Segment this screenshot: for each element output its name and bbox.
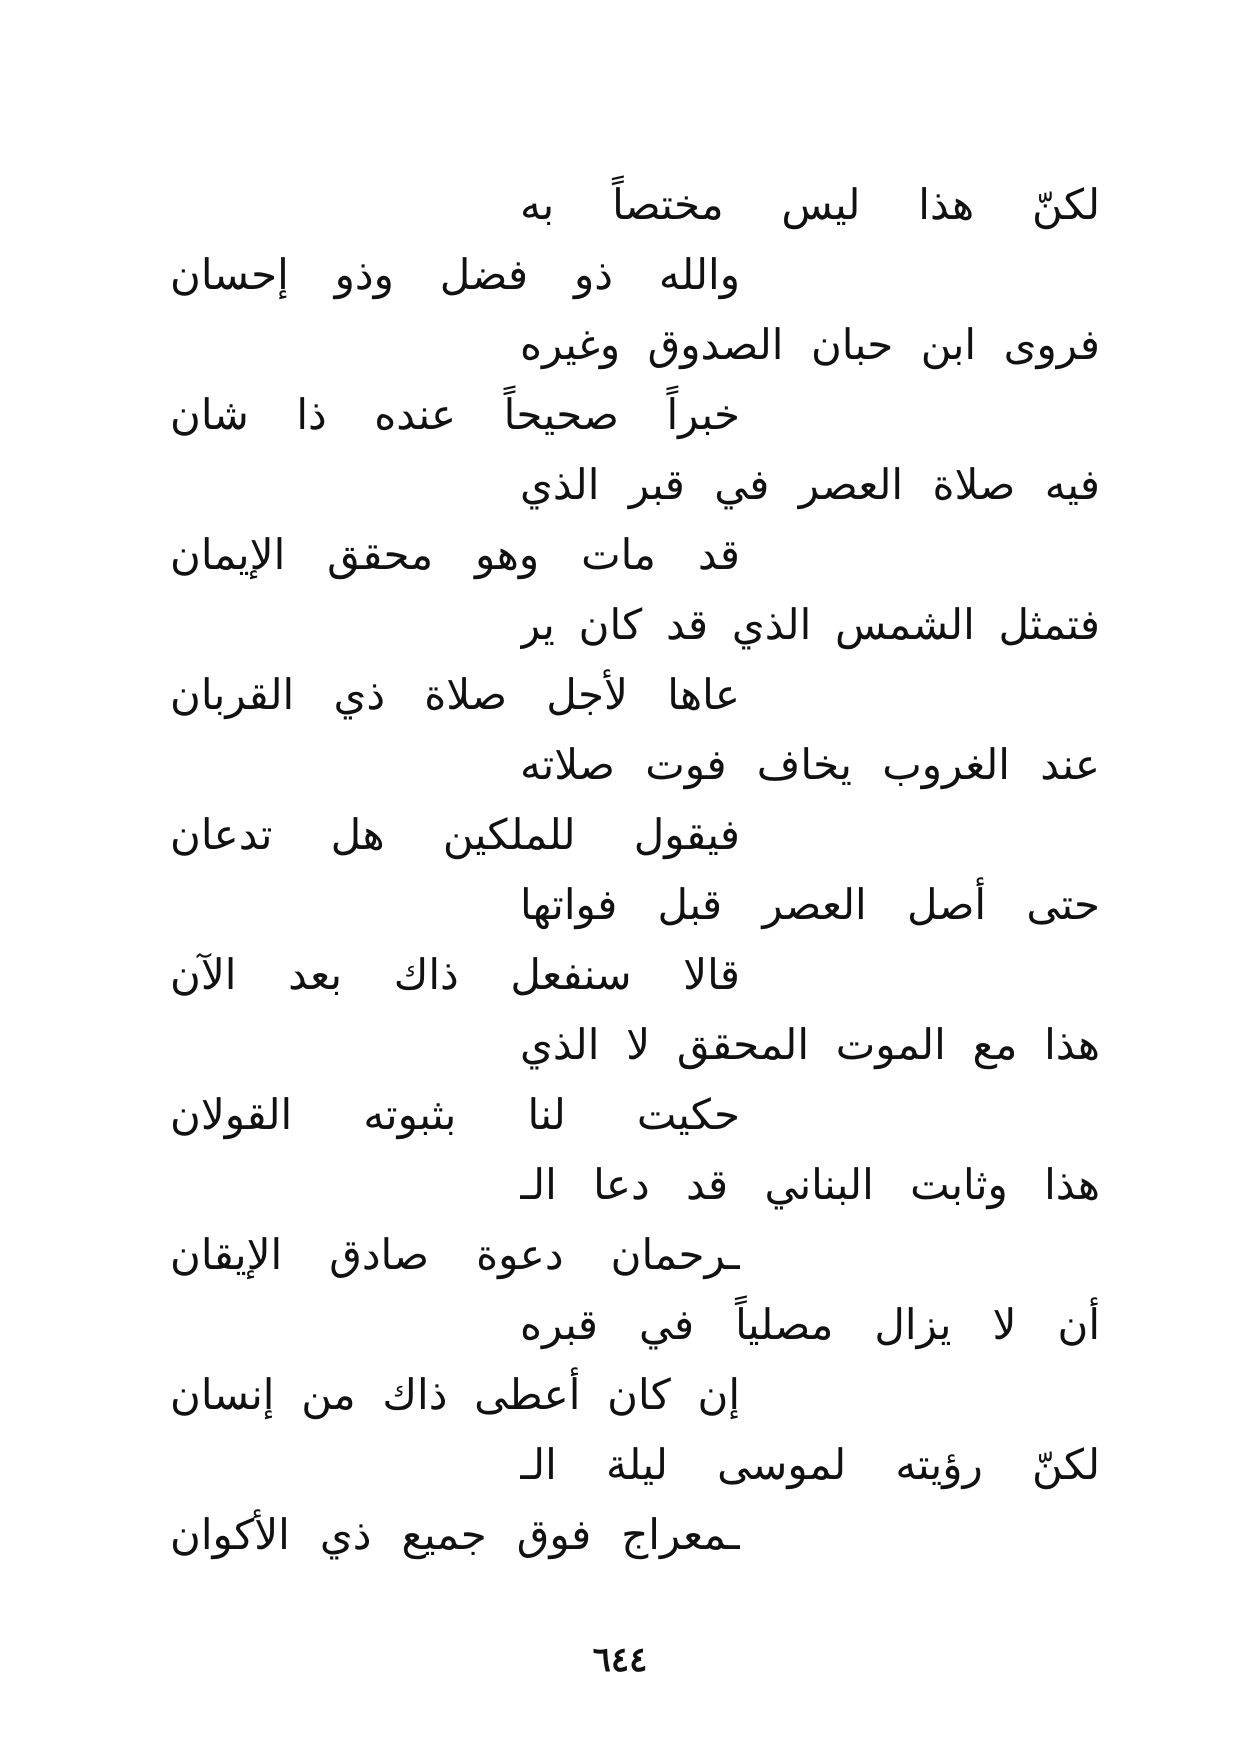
verse-first-hemistich: لكنّ هذا ليس مختصاً به <box>520 180 1100 229</box>
verse-first-hemistich: فتمثل الشمس الذي قد كان ير <box>520 600 1100 649</box>
verse-first-hemistich: فروى ابن حبان الصدوق وغيره <box>520 320 1100 369</box>
poem-verses <box>170 170 1100 1570</box>
verse-first-hemistich: أن لا يزال مصلياً في قبره <box>520 1300 1100 1349</box>
verse-first-hemistich: عند الغروب يخاف فوت صلاته <box>520 740 1100 789</box>
verse-first-hemistich: حتى أصل العصر قبل فواتها <box>520 880 1100 929</box>
verse-second-hemistich: ـمعراج فوق جميع ذي الأكوان <box>170 1510 740 1559</box>
verse <box>170 450 1100 590</box>
verse-second-hemistich: والله ذو فضل وذو إحسان <box>170 250 740 299</box>
verse-second-hemistich: إن كان أعطى ذاك من إنسان <box>170 1370 740 1419</box>
verse <box>170 730 1100 870</box>
verse <box>170 1290 1100 1430</box>
verse-first-hemistich: لكنّ رؤيته لموسى ليلة الـ <box>520 1440 1100 1489</box>
verse-second-hemistich: حكيت لنا بثبوته القولان <box>170 1090 740 1139</box>
verse <box>170 170 1100 310</box>
verse <box>170 310 1100 450</box>
verse <box>170 1150 1100 1290</box>
page-number: ٦٤٤ <box>592 1640 648 1680</box>
verse-first-hemistich: هذا مع الموت المحقق لا الذي <box>520 1020 1100 1069</box>
verse-second-hemistich: عاها لأجل صلاة ذي القربان <box>170 670 740 719</box>
verse <box>170 1430 1100 1570</box>
verse-second-hemistich: قد مات وهو محقق الإيمان <box>170 530 740 579</box>
verse-second-hemistich: ـرحمان دعوة صادق الإيقان <box>170 1230 740 1279</box>
verse <box>170 870 1100 1010</box>
verse <box>170 1010 1100 1150</box>
verse <box>170 590 1100 730</box>
verse-second-hemistich: فيقول للملكين هل تدعان <box>170 810 740 859</box>
verse-first-hemistich: هذا وثابت البناني قد دعا الـ <box>520 1160 1100 1209</box>
verse-second-hemistich: خبراً صحيحاً عنده ذا شان <box>170 390 740 439</box>
verse-first-hemistich: فيه صلاة العصر في قبر الذي <box>520 460 1100 509</box>
verse-second-hemistich: قالا سنفعل ذاك بعد الآن <box>170 950 740 999</box>
